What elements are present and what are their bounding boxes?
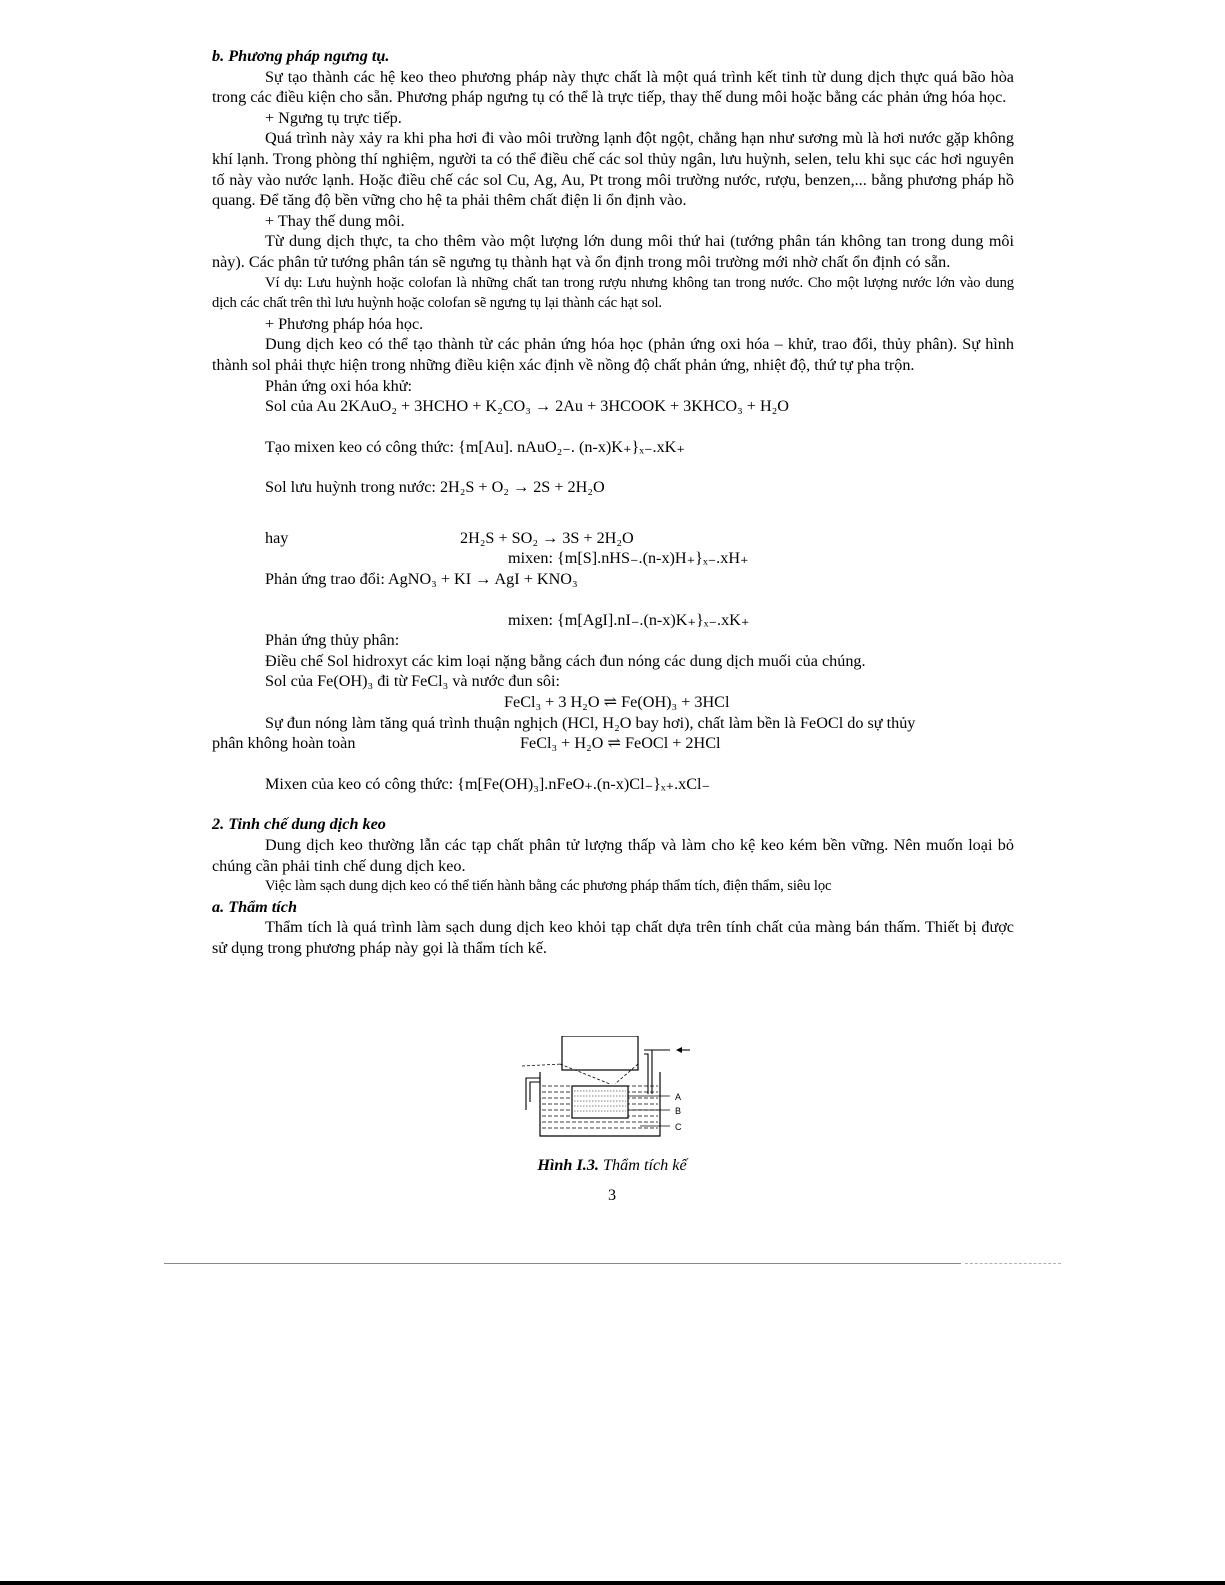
subheading: + Ngưng tụ trực tiếp. [265, 108, 402, 127]
fe-micelle-formula: Mixen của keo có công thức: {m[Fe(OH)₃].nFeO₊.(n-x)Cl₋}ₓ₊.xCl₋ [265, 774, 711, 793]
section-b-heading: b. Phương pháp ngưng tụ. [212, 47, 390, 65]
hay-word: hay [265, 528, 289, 547]
paragraph: Việc làm sạch dung dịch keo có thể tiến hành bằng các phương pháp thẩm tích, điện thẩm, siêu lọc [265, 878, 832, 895]
paragraph: Dung dịch keo thường lẫn các tạp chất phân tử lượng thấp và làm cho kệ keo kém bền vững. Nên muốn loại bỏ chúng cần phải tinh chế dung dịch keo. [212, 836, 1014, 875]
lid-box [562, 1036, 638, 1070]
document-body [212, 46, 1014, 959]
figure-title: Thẩm tích kế [603, 1156, 687, 1174]
label-c: C [675, 1122, 682, 1132]
paragraph: Sự tạo thành các hệ keo theo phương pháp này thực chất là một quá trình kết tinh từ dung dịch thực quá bão hòa trong các điều kiện cho sẵn. Phương pháp ngưng tụ có thể là trực tiếp, thay thế dung môi hoặc bằng các phản ứng hóa học. [212, 67, 1014, 107]
paragraph: Dung dịch keo có thể tạo thành từ các phản ứng hóa học (phản ứng oxi hóa – khử, trao đổi, thủy phân). Sự hình thành sol phải thực hiện trong những điều kiện xác định về nồng độ chất phản ứng, nhiệt độ, thứ tự pha trộn. [212, 335, 1014, 374]
fe-equation: FeCl₃ + 3 H₂O ⇌ Fe(OH)₃ + 3HCl [504, 693, 730, 712]
paragraph: Thẩm tích là quá trình làm sạch dung dịch keo khỏi tạp chất dựa trên tính chất của màng bán thấm. Thiết bị được sử dụng trong phương pháp này gọi là thẩm tích kế. [212, 918, 1014, 957]
label-a: A [675, 1092, 682, 1102]
sulfur-sol-equation: Sol lưu huỳnh trong nước: 2H₂S + O₂ → 2S + 2H₂O [265, 478, 605, 497]
paragraph: Từ dung dịch thực, ta cho thêm vào một lượng lớn dung môi thứ hai (tướng phân tán không tan trong dung môi này). Các phân tử tướng phân tán sẽ ngưng tụ thành hạt và ổn định trong môi trường mới nhờ chất ổn định có sẵn. [212, 232, 1014, 271]
sulfur-equation-2: 2H₂S + SO₂ → 3S + 2H₂O [460, 528, 634, 547]
exchange-equation: Phản ứng trao đổi: AgNO₃ + KI → AgI + KNO₃ [265, 570, 578, 589]
footer-divider [164, 1263, 961, 1264]
subheading: + Phương pháp hóa học. [265, 314, 424, 333]
heating-sentence: Sự đun nóng làm tăng quá trình thuận nghịch (HCl, H₂O bay hơi), chất làm bền là FeOCl do sự thủy [265, 713, 916, 732]
subsection-a-heading: a. Thẩm tích [212, 897, 297, 916]
heating-sentence-end: phân không hoàn toàn [212, 734, 356, 753]
au-sol-equation: Sol của Au 2KAuO₂ + 3HCHO + K₂CO₃ → 2Au + 3HCOOK + 3KHCO₃ + H₂O [265, 397, 789, 416]
hydroxide-sentence: Điều chế Sol hidroxyt các kim loại nặng bằng cách đun nóng các dung dịch muối của chúng. [265, 651, 866, 670]
fe-sol-sentence: Sol của Fe(OH)₃ đi từ FeCl₃ và nước đun sôi: [265, 672, 561, 691]
agi-micelle-row [212, 610, 1014, 631]
membrane-line [615, 1064, 638, 1084]
figure-caption [412, 1156, 812, 1175]
example-paragraph: Ví dụ: Lưu huỳnh hoặc colofan là những chất tan trong rượu nhưng không tan trong nước. Cho một lượng nước lớn vào dung dịch các chất trên thì lưu huỳnh hoặc colofan sẽ ngưng tụ lại thành các hạt sol. [212, 274, 1014, 312]
hydrolysis-label: Phản ứng thủy phân: [265, 631, 400, 650]
feocl-equation-row [212, 733, 1014, 754]
footer-divider-tail [965, 1263, 1061, 1264]
sulfur-micelle-formula: mixen: {m[S].nHS₋.(n-x)H₊}ₓ₋.xH₊ [508, 549, 749, 568]
fe-equation-row [212, 692, 1014, 713]
outlet-tube [526, 1078, 540, 1110]
redox-label: Phản ứng oxi hóa khử: [265, 376, 413, 395]
au-micelle-formula: Tạo mixen keo có công thức: {m[Au]. nAuO₂₋. (n-x)K₊}ₓ₋.xK₊ [265, 437, 685, 456]
page-bottom-border [0, 1581, 1225, 1585]
subheading: + Thay thế dung môi. [265, 211, 405, 230]
feocl-equation: FeCl₃ + H₂O ⇌ FeOCl + 2HCl [520, 734, 721, 753]
sulfur-micelle-row [212, 548, 1014, 569]
membrane-line [560, 1064, 610, 1084]
page-number: 3 [607, 1186, 617, 1204]
dialyzer-figure [520, 1036, 700, 1156]
sulfur-alt-equation-row [212, 528, 1014, 549]
agi-micelle-formula: mixen: {m[AgI].nI₋.(n-x)K₊}ₓ₋.xK₊ [508, 610, 750, 629]
membrane-line [522, 1064, 562, 1066]
figure-number: Hình I.3. [537, 1156, 599, 1174]
label-b: B [675, 1106, 682, 1116]
paragraph: Quá trình này xảy ra khi pha hơi đi vào môi trường lạnh đột ngột, chẳng hạn như sương mù là hơi nước gặp không khí lạnh. Trong phòng thí nghiệm, người ta có thể điều chế các sol thủy ngân, lưu huỳnh, selen, telu khi sục các hơi nguyên tố này vào nước lạnh. Hoặc điều chế các sol Cu, Ag, Au, Pt trong môi trường nước, rượu, benzen,... bằng phương pháp hồ quang. Để tăng độ bền vững cho hệ ta phải thêm chất điện li ổn định vào. [212, 129, 1014, 210]
section-2-heading: 2. Tinh chế dung dịch keo [212, 815, 386, 834]
